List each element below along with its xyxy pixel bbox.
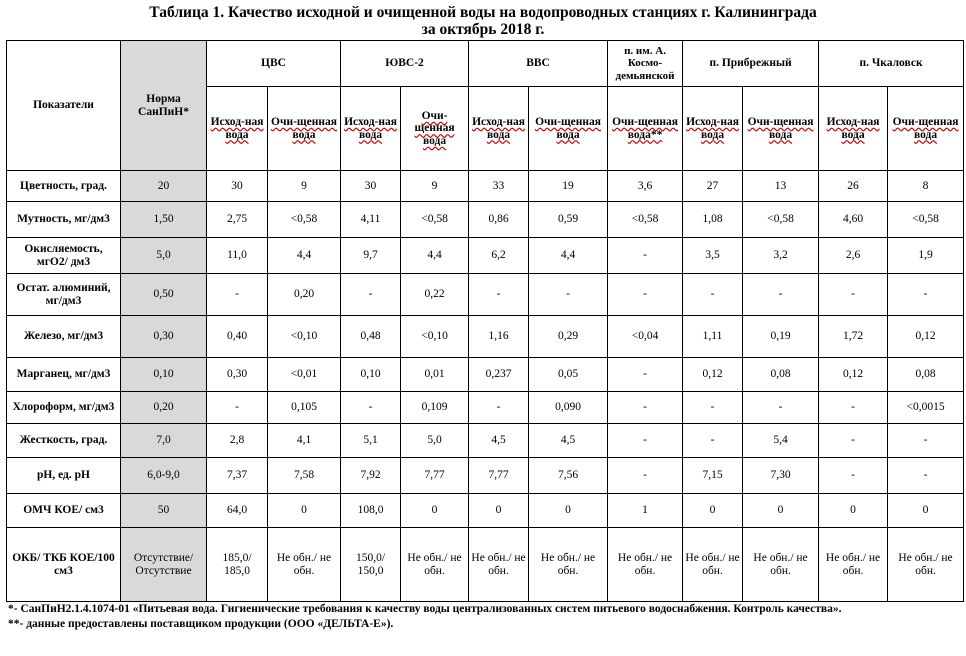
row-value: 4,4 xyxy=(401,238,469,274)
table-row xyxy=(7,171,964,202)
row-param: ОКБ/ ТКБ КОЕ/100 см3 xyxy=(7,528,121,602)
title-line-1: Таблица 1. Качество исходной и очищенной воды на водопроводных станциях г. Калининграда xyxy=(149,4,817,21)
row-value: 1,16 xyxy=(469,316,529,358)
sub-header-cell: Очи-щенная вода** xyxy=(608,87,683,171)
footnote-1: *- СанПиН2.1.4.1074-01 «Питьевая вода. Гигиенические требования к качеству воды централизованных систем питьевого водоснабжения. Контроль качества». xyxy=(8,603,842,615)
row-param: Цветность, град. xyxy=(7,171,121,202)
row-param: ОМЧ КОЕ/ см3 xyxy=(7,494,121,528)
row-value: <0,01 xyxy=(268,358,341,392)
row-value: 6,2 xyxy=(469,238,529,274)
title-line-2: за октябрь 2018 г. xyxy=(421,21,545,38)
row-value: 9,7 xyxy=(341,238,401,274)
row-norm: 0,30 xyxy=(121,316,207,358)
row-norm: 6,0-9,0 xyxy=(121,458,207,494)
row-value: 7,56 xyxy=(529,458,608,494)
sub-header-cell: Очи-щенная вода xyxy=(888,87,964,171)
water-quality-table xyxy=(6,40,964,602)
row-norm: Отсутствие/ Отсутствие xyxy=(121,528,207,602)
header-group-cvs: ЦВС xyxy=(207,41,341,87)
row-norm: 0,20 xyxy=(121,392,207,424)
table-row xyxy=(7,316,964,358)
row-value: - xyxy=(608,274,683,316)
sub-header-cell: Очи-щенная вода xyxy=(529,87,608,171)
row-value: 7,15 xyxy=(683,458,743,494)
row-value: <0,58 xyxy=(608,202,683,238)
row-value: 0,59 xyxy=(529,202,608,238)
header-param: Показатели xyxy=(7,41,121,171)
row-value: - xyxy=(608,358,683,392)
row-value: 30 xyxy=(207,171,268,202)
row-param: pH, ед. pH xyxy=(7,458,121,494)
row-value: - xyxy=(819,458,888,494)
sub-header-cell: Исход-ная вода xyxy=(207,87,268,171)
row-value: 5,1 xyxy=(341,424,401,458)
row-value: Не обн./ не обн. xyxy=(268,528,341,602)
row-value: 0,08 xyxy=(743,358,819,392)
header-group-pribrezhny: п. Прибрежный xyxy=(683,41,819,87)
row-value: - xyxy=(608,424,683,458)
row-value: 27 xyxy=(683,171,743,202)
row-value: 26 xyxy=(819,171,888,202)
row-value: - xyxy=(529,274,608,316)
row-value: 3,6 xyxy=(608,171,683,202)
row-value: 64,0 xyxy=(207,494,268,528)
row-value: Не обн./ не обн. xyxy=(819,528,888,602)
row-value: 19 xyxy=(529,171,608,202)
row-param: Окисляемость, мгО2/ дм3 xyxy=(7,238,121,274)
header-group-chkalovsk: п. Чкаловск xyxy=(819,41,964,87)
table-row xyxy=(7,424,964,458)
row-value: 5,4 xyxy=(743,424,819,458)
row-norm: 50 xyxy=(121,494,207,528)
table-row xyxy=(7,528,964,602)
row-value: 185,0/ 185,0 xyxy=(207,528,268,602)
row-value: 0 xyxy=(819,494,888,528)
row-value: 0,105 xyxy=(268,392,341,424)
row-value: 4,4 xyxy=(529,238,608,274)
row-value: - xyxy=(469,274,529,316)
row-value: 0,090 xyxy=(529,392,608,424)
row-norm: 5,0 xyxy=(121,238,207,274)
row-value: 0,29 xyxy=(529,316,608,358)
sub-header-cell: Очи-щенная вода xyxy=(268,87,341,171)
row-value: - xyxy=(888,274,964,316)
row-value: - xyxy=(743,392,819,424)
header-norm: Норма СанПиН* xyxy=(121,41,207,171)
row-value: 4,5 xyxy=(529,424,608,458)
row-param: Мутность, мг/дм3 xyxy=(7,202,121,238)
row-value: - xyxy=(207,274,268,316)
row-value: 3,2 xyxy=(743,238,819,274)
row-value: 0,12 xyxy=(683,358,743,392)
row-norm: 0,10 xyxy=(121,358,207,392)
row-value: - xyxy=(683,392,743,424)
row-value: 0,20 xyxy=(268,274,341,316)
row-value: 0,86 xyxy=(469,202,529,238)
sub-header-cell: Исход-ная вода xyxy=(819,87,888,171)
row-value: 1 xyxy=(608,494,683,528)
row-value: <0,10 xyxy=(401,316,469,358)
row-value: 0 xyxy=(529,494,608,528)
row-value: - xyxy=(341,274,401,316)
row-value: 5,0 xyxy=(401,424,469,458)
row-value: - xyxy=(608,392,683,424)
row-norm: 20 xyxy=(121,171,207,202)
header-group-vvs: ВВС xyxy=(469,41,608,87)
row-value: 7,30 xyxy=(743,458,819,494)
row-value: 4,11 xyxy=(341,202,401,238)
table-row xyxy=(7,392,964,424)
row-value: Не обн./ не обн. xyxy=(401,528,469,602)
row-value: 8 xyxy=(888,171,964,202)
row-value: 33 xyxy=(469,171,529,202)
row-norm: 7,0 xyxy=(121,424,207,458)
row-value: 13 xyxy=(743,171,819,202)
row-value: - xyxy=(743,274,819,316)
row-value: 0,12 xyxy=(888,316,964,358)
row-value: <0,58 xyxy=(888,202,964,238)
row-value: <0,10 xyxy=(268,316,341,358)
row-value: 7,37 xyxy=(207,458,268,494)
row-value: 4,1 xyxy=(268,424,341,458)
row-param: Остат. алюминий, мг/дм3 xyxy=(7,274,121,316)
row-value: 7,77 xyxy=(401,458,469,494)
row-value: - xyxy=(888,424,964,458)
row-value: <0,58 xyxy=(401,202,469,238)
row-value: Не обн./ не обн. xyxy=(469,528,529,602)
row-value: 11,0 xyxy=(207,238,268,274)
row-value: 0,30 xyxy=(207,358,268,392)
row-value: 4,5 xyxy=(469,424,529,458)
header-group-kosmodemyanskoy: п. им. А. Космо-демьянской xyxy=(608,41,683,87)
row-value: 0,22 xyxy=(401,274,469,316)
row-value: 30 xyxy=(341,171,401,202)
row-value: - xyxy=(608,458,683,494)
row-param: Марганец, мг/дм3 xyxy=(7,358,121,392)
sub-header-cell: Очи-щенная вода xyxy=(401,87,469,171)
row-value: 0,10 xyxy=(341,358,401,392)
row-value: <0,58 xyxy=(268,202,341,238)
row-value: 2,8 xyxy=(207,424,268,458)
row-norm: 0,50 xyxy=(121,274,207,316)
row-value: 1,08 xyxy=(683,202,743,238)
row-value: 0,48 xyxy=(341,316,401,358)
row-value: 9 xyxy=(268,171,341,202)
row-value: - xyxy=(819,392,888,424)
row-value: 0,08 xyxy=(888,358,964,392)
row-value: 0 xyxy=(683,494,743,528)
row-value: - xyxy=(469,392,529,424)
sub-header-cell: Исход-ная вода xyxy=(469,87,529,171)
row-value: 108,0 xyxy=(341,494,401,528)
row-value: 0,109 xyxy=(401,392,469,424)
row-value: 7,77 xyxy=(469,458,529,494)
table-row xyxy=(7,494,964,528)
row-value: - xyxy=(683,424,743,458)
table-row xyxy=(7,202,964,238)
row-value: 9 xyxy=(401,171,469,202)
row-value: - xyxy=(207,392,268,424)
row-value: 0,237 xyxy=(469,358,529,392)
row-value: <0,04 xyxy=(608,316,683,358)
table-row xyxy=(7,358,964,392)
row-value: Не обн./ не обн. xyxy=(683,528,743,602)
table-row xyxy=(7,458,964,494)
row-value: <0,0015 xyxy=(888,392,964,424)
row-value: 0 xyxy=(268,494,341,528)
table-row xyxy=(7,274,964,316)
row-value: 4,60 xyxy=(819,202,888,238)
footnote-2: **- данные предоставлены поставщиком продукции (ООО «ДЕЛЬТА-Е»). xyxy=(8,618,394,630)
row-value: - xyxy=(819,274,888,316)
row-value: - xyxy=(341,392,401,424)
row-value: 150,0/ 150,0 xyxy=(341,528,401,602)
table-row xyxy=(7,238,964,274)
row-value: 0 xyxy=(888,494,964,528)
row-value: 0,05 xyxy=(529,358,608,392)
sub-header-cell: Очи-щенная вода xyxy=(743,87,819,171)
row-param: Хлороформ, мг/дм3 xyxy=(7,392,121,424)
row-value: 1,9 xyxy=(888,238,964,274)
header-row-groups xyxy=(7,41,964,87)
footnotes xyxy=(8,602,958,632)
row-value: 3,5 xyxy=(683,238,743,274)
row-value: Не обн./ не обн. xyxy=(743,528,819,602)
row-value: 0 xyxy=(469,494,529,528)
row-value: - xyxy=(888,458,964,494)
row-norm: 1,50 xyxy=(121,202,207,238)
row-value: 0 xyxy=(401,494,469,528)
row-value: Не обн./ не обн. xyxy=(888,528,964,602)
row-value: - xyxy=(608,238,683,274)
row-value: 1,11 xyxy=(683,316,743,358)
row-value: 7,58 xyxy=(268,458,341,494)
row-value: 0,19 xyxy=(743,316,819,358)
sub-header-cell: Исход-ная вода xyxy=(683,87,743,171)
row-value: 4,4 xyxy=(268,238,341,274)
row-value: 0,12 xyxy=(819,358,888,392)
row-value: Не обн./ не обн. xyxy=(608,528,683,602)
row-param: Железо, мг/дм3 xyxy=(7,316,121,358)
row-value: 2,75 xyxy=(207,202,268,238)
sub-header-cell: Исход-ная вода xyxy=(341,87,401,171)
row-value: 1,72 xyxy=(819,316,888,358)
row-value: <0,58 xyxy=(743,202,819,238)
header-group-yuvs2: ЮВС-2 xyxy=(341,41,469,87)
row-value: - xyxy=(683,274,743,316)
row-param: Жесткость, град. xyxy=(7,424,121,458)
row-value: Не обн./ не обн. xyxy=(529,528,608,602)
table-title xyxy=(0,4,966,38)
row-value: 7,92 xyxy=(341,458,401,494)
row-value: 0,01 xyxy=(401,358,469,392)
row-value: 0 xyxy=(743,494,819,528)
row-value: - xyxy=(819,424,888,458)
row-value: 2,6 xyxy=(819,238,888,274)
row-value: 0,40 xyxy=(207,316,268,358)
